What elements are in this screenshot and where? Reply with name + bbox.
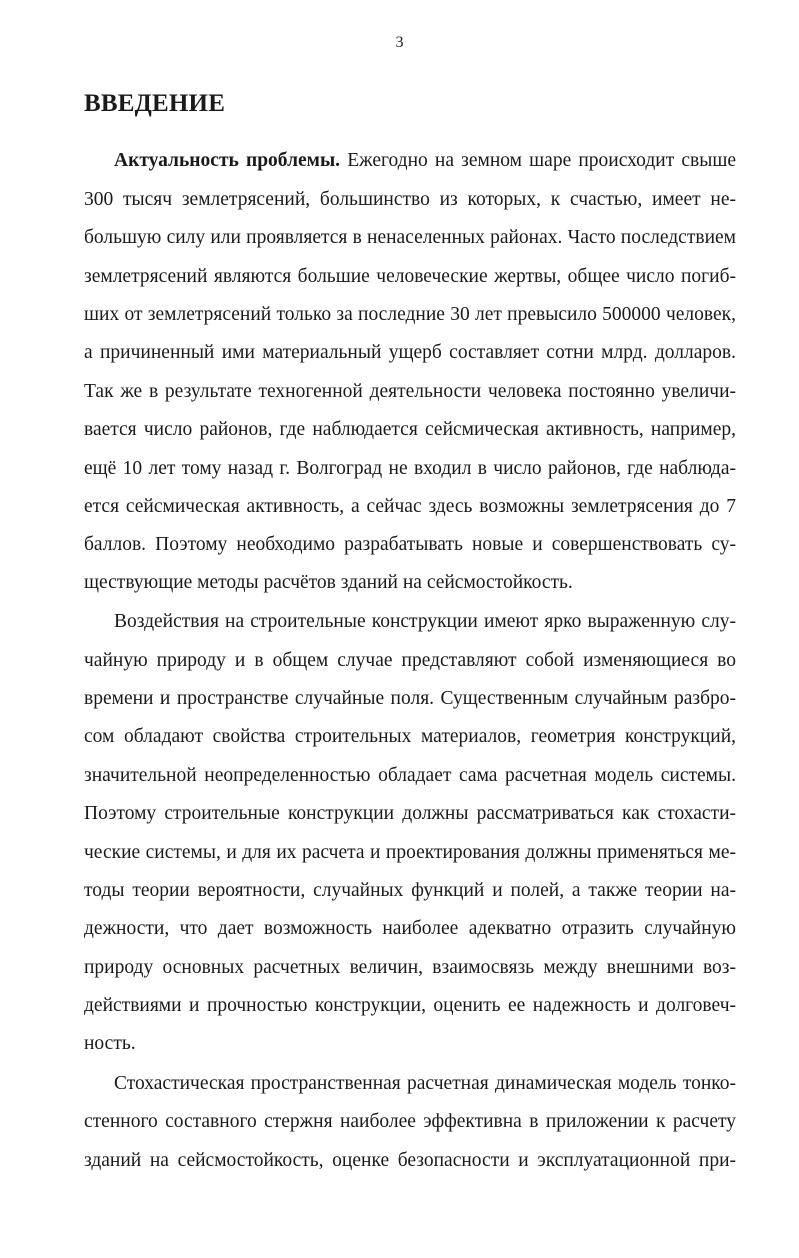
paragraph-2-line-1: Воздействия на строительные конструкции имеют ярко выраженную слу- bbox=[114, 611, 736, 632]
paragraph-1-line-3: большую силу или проявляется в ненаселенных районах. Часто последствием bbox=[84, 227, 736, 248]
paragraph-2-line-10: природу основных расчетных величин, взаимосвязь между внешними воз- bbox=[84, 957, 736, 978]
paragraph-2-line-5: значительной неопределенностью обладает сама расчетная модель системы. bbox=[84, 765, 736, 786]
paragraph-2-line-9: дежности, что дает возможность наиболее адекватно отразить случайную bbox=[84, 918, 736, 939]
paragraph-1-line-1-text: Ежегодно на земном шаре происходит свыше bbox=[340, 150, 736, 171]
paragraph-1-line-6: а причиненный ими материальный ущерб составляет сотни млрд. долларов. bbox=[84, 342, 736, 363]
paragraph-2-line-11: действиями и прочностью конструкции, оценить ее надежность и долговеч- bbox=[84, 995, 736, 1016]
paragraph-2-line-12: ность. bbox=[84, 1033, 136, 1054]
paragraph-2-line-7: ческие системы, и для их расчета и проектирования должны применяться ме- bbox=[84, 842, 736, 863]
paragraph-2-line-6: Поэтому строительные конструкции должны рассматриваться как стохасти- bbox=[84, 803, 736, 824]
paragraph-1-line-12: ществующие методы расчётов зданий на сейсмостойкость. bbox=[84, 572, 573, 593]
paragraph-lead: Актуальность проблемы. bbox=[114, 150, 341, 171]
paragraph-2-line-3: времени и пространстве случайные поля. Существенным случайным разбро- bbox=[84, 688, 736, 709]
paragraph-3-line-1: Стохастическая пространственная расчетная динамическая модель тонко- bbox=[114, 1073, 736, 1094]
paragraph-2-line-2: чайную природу и в общем случае представляют собой изменяющиеся во bbox=[84, 650, 736, 671]
paragraph-3-line-3: зданий на сейсмостойкость, оценке безопасности и эксплуатационной при- bbox=[84, 1150, 736, 1171]
paragraph-1-line-11: баллов. Поэтому необходимо разрабатывать новые и совершенствовать су- bbox=[84, 534, 736, 555]
paragraph-1-line-2: 300 тысяч землетрясений, большинство из которых, к счастью, имеет не- bbox=[84, 189, 736, 210]
paragraph-1-line-4: землетрясений являются большие человеческие жертвы, общее число погиб- bbox=[84, 266, 736, 287]
paragraph-1-line-5: ших от землетрясений только за последние 30 лет превысило 500000 человек, bbox=[84, 304, 736, 325]
paragraph-1-line-1 bbox=[114, 146, 736, 176]
paragraph-2-line-8: тоды теории вероятности, случайных функций и полей, а также теории на- bbox=[84, 880, 736, 901]
section-heading: ВВЕДЕНИЕ bbox=[84, 90, 226, 117]
paragraph-1-line-8: вается число районов, где наблюдается сейсмическая активность, например, bbox=[84, 419, 736, 440]
paragraph-2-line-4: сом обладают свойства строительных материалов, геометрия конструкций, bbox=[84, 726, 736, 747]
paragraph-1-line-10: ется сейсмическая активность, а сейчас здесь возможны землетрясения до 7 bbox=[84, 496, 736, 517]
paragraph-1-line-9: ещё 10 лет тому назад г. Волгоград не входил в число районов, где наблюда- bbox=[84, 458, 736, 479]
page-number: 3 bbox=[395, 34, 404, 51]
paragraph-1-line-7: Так же в результате техногенной деятельности человека постоянно увеличи- bbox=[84, 381, 736, 402]
paragraph-3-line-2: стенного составного стержня наиболее эффективна в приложении к расчету bbox=[84, 1111, 736, 1132]
